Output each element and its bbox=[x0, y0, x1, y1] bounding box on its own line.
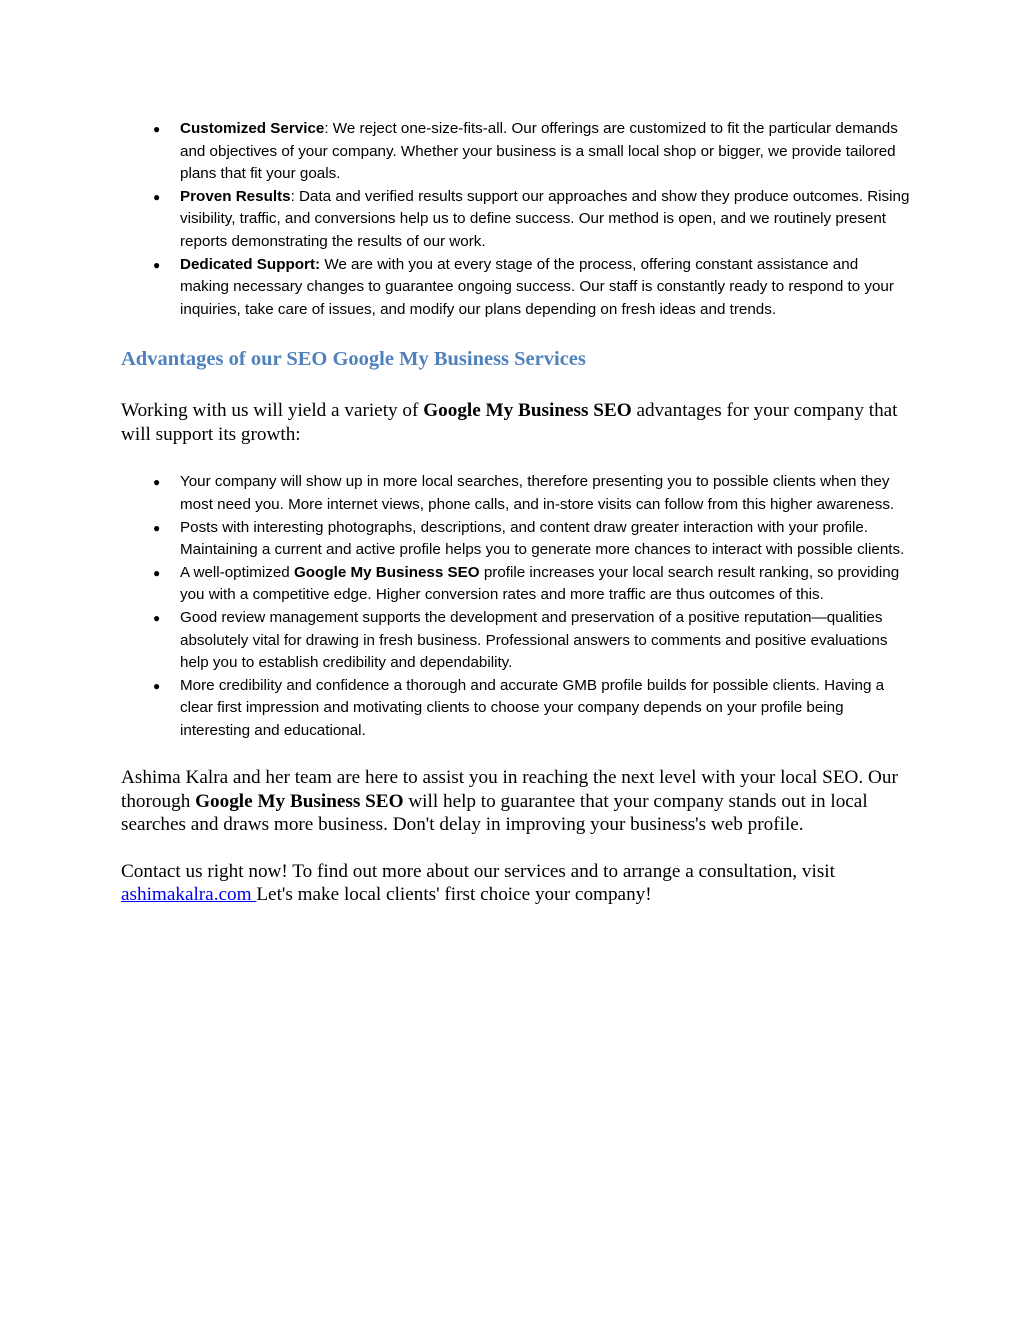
advantage-text-end: profile increases your local search result ranking, so providing you with a competitive edge. Higher conversion rates and more traffic are thus outcomes of this. bbox=[180, 563, 900, 604]
website-link[interactable]: ashimakalra.com bbox=[121, 884, 257, 906]
list-item bbox=[121, 562, 911, 607]
feature-title: Dedicated Support: bbox=[180, 255, 321, 273]
advantage-text: Posts with interesting photographs, descriptions, and content draw greater interaction with your profile. Maintaining a current and active profile helps you to generate more chances to interact with possible clients. bbox=[180, 518, 905, 559]
feature-title: Customized Service bbox=[180, 120, 325, 137]
intro-paragraph bbox=[121, 399, 911, 446]
contact-text: Contact us right now! To find out more about our services and to arrange a consultation, visit bbox=[121, 860, 835, 882]
closing-text: Ashima Kalra and her team are here to assist you in reaching the next level with your local SEO. Our thorough bbox=[121, 767, 898, 812]
advantages-list bbox=[121, 471, 911, 742]
intro-text: Working with us will yield a variety of bbox=[121, 400, 424, 422]
bullet-icon: ● bbox=[153, 475, 161, 490]
advantage-text: Your company will show up in more local searches, therefore presenting you to possible clients when they most need you. More internet views, phone calls, and in-store visits can follow from this higher awareness. bbox=[180, 473, 895, 513]
bullet-icon: ● bbox=[153, 189, 161, 204]
intro-bold-text: Google My Business SEO bbox=[423, 400, 632, 422]
bullet-icon: ● bbox=[153, 610, 161, 625]
closing-bold-text: Google My Business SEO bbox=[195, 790, 404, 812]
list-item-proven-results bbox=[121, 186, 911, 254]
feature-separator: : bbox=[324, 120, 333, 137]
list-item bbox=[121, 675, 911, 743]
bullet-icon: ● bbox=[153, 565, 161, 580]
closing-text-end: will help to guarantee that your company stands out in local searches and draws more business. Don't delay in improving your business's web profile. bbox=[121, 790, 868, 836]
feature-title: Proven Results bbox=[180, 187, 291, 205]
advantage-text: More credibility and confidence a thorough and accurate GMB profile builds for possible clients. Having a clear first impression and motivating clients to choose your company depends on your profile being interesting and educational. bbox=[180, 676, 885, 739]
advantage-text: Good review management supports the development and preservation of a positive reputation—qualities absolutely vital for drawing in fresh business. Professional answers to comments and positive evaluations help you to establish credibility and dependability. bbox=[180, 608, 888, 672]
bullet-icon: ● bbox=[153, 257, 161, 272]
list-item bbox=[121, 607, 911, 675]
contact-paragraph bbox=[121, 860, 911, 907]
feature-text: We reject one-size-fits-all. Our offerings are customized to fit the particular demands and objectives of your company. Whether your business is a small local shop or bigger, we provide tailored plans that fit your goals. bbox=[180, 120, 898, 183]
section-heading: Advantages of our SEO Google My Business Services bbox=[121, 348, 586, 371]
document-page bbox=[121, 118, 911, 907]
contact-text-end: Let's make local clients' first choice your company! bbox=[256, 884, 652, 906]
features-list bbox=[121, 118, 911, 321]
list-item bbox=[121, 517, 911, 562]
list-item bbox=[121, 471, 911, 516]
list-item-dedicated-support bbox=[121, 254, 911, 322]
closing-paragraph bbox=[121, 766, 911, 837]
feature-text: We are with you at every stage of the process, offering constant assistance and making necessary changes to guarantee ongoing success. Our staff is constantly ready to respond to your inquiries, take care of issues, and modify our plans depending on fresh ideas and trends. bbox=[180, 255, 894, 318]
feature-separator: : bbox=[290, 187, 300, 205]
intro-text-end: advantages for your company that will support its growth: bbox=[121, 400, 898, 445]
feature-text: Data and verified results support our approaches and show they produce outcomes. Rising visibility, traffic, and conversions help us to define success. Our method is open, and we routinely present reports demonstrating the results of our work. bbox=[180, 187, 910, 250]
bullet-icon: ● bbox=[153, 520, 161, 535]
advantage-text: A well-optimized bbox=[180, 563, 294, 581]
list-item-customized-service bbox=[121, 118, 911, 186]
bullet-icon: ● bbox=[153, 122, 161, 136]
bullet-icon: ● bbox=[153, 678, 161, 693]
advantage-bold-text: Google My Business SEO bbox=[293, 563, 480, 581]
